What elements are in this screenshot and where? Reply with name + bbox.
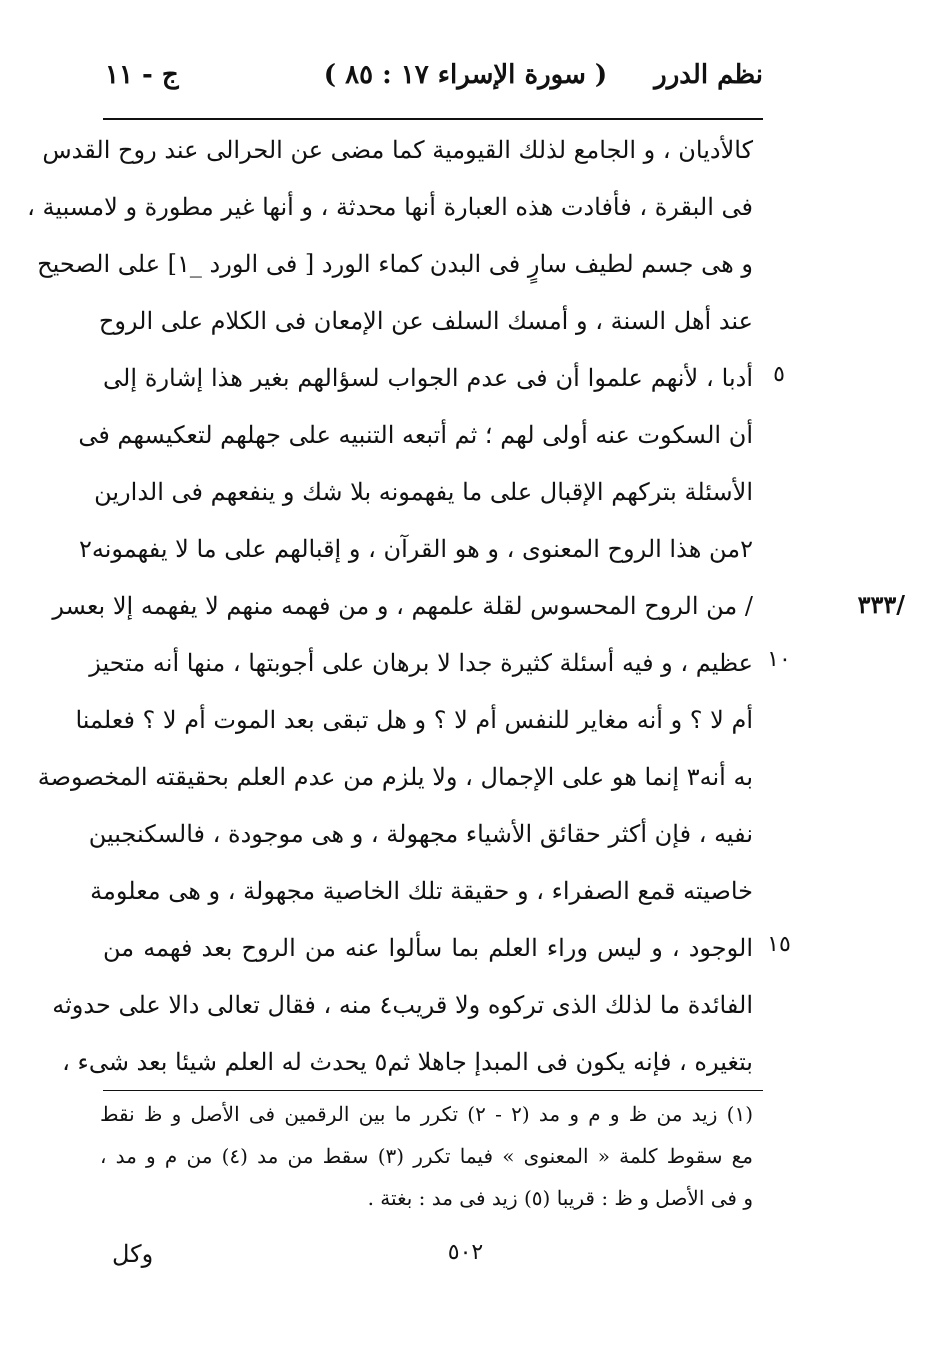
text-line: عظيم ، و فيه أسئلة كثيرة جدا لا برهان على أجوبتها ، منها أنه متحيز <box>89 649 753 677</box>
text-line: الوجود ، و ليس وراء العلم بما سألوا عنه من الروح بعد فهمه من <box>103 934 754 962</box>
text-line: أدبا ، لأنهم علموا أن فى عدم الجواب لسؤالهم بغير هذا إشارة إلى <box>103 364 753 392</box>
footnote-rule <box>103 1090 763 1091</box>
text-line: الفائدة ما لذلك الذى تركوه ولا قريب٤ منه ، فقال تعالى دالا على حدوثه <box>52 991 753 1019</box>
text-line: ٢من هذا الروح المعنوى ، و هو القرآن ، و إقبالهم على ما لا يفهمونه٢ <box>78 535 753 563</box>
text-line: أن السكوت عنه أولى لهم ؛ ثم أتبعه التنبيه على جهلهم لتعكيسهم فى <box>78 421 753 449</box>
footnote-line: و فى الأصل و ظ : قريبا (٥) زيد فى مد : بغتة . <box>367 1186 753 1210</box>
text-line: الأسئلة بتركهم الإقبال على ما يفهمونه بلا شك و ينفعهم فى الدارين <box>94 478 753 506</box>
text-line: خاصيته قمع الصفراء ، و حقيقة تلك الخاصية مجهولة ، و هى معلومة <box>90 877 753 905</box>
footnote-line: مع سقوط كلمة « المعنوى » فيما تكرر (٣) سقط من مد (٤) من م و مد ، <box>100 1144 754 1168</box>
text-line: أم لا ؟ و أنه مغاير للنفس أم لا ؟ و هل تبقى بعد الموت أم لا ؟ فعلمنا <box>75 706 753 734</box>
text-line: به أنه٣ إنما هو على الإجمال ، ولا يلزم من عدم العلم بحقيقته المخصوصة <box>37 763 753 791</box>
text-line: كالأديان ، و الجامع لذلك القيومية كما مضى عن الحرالى عند روح القدس <box>42 136 753 164</box>
margin-manuscript-folio: /٣٣٣ <box>857 590 905 619</box>
footnote-line: (١) زيد من ظ و م و مد (٢ - ٢) تكرر ما بين الرقمين فى الأصل و ظ نقط <box>100 1102 754 1126</box>
text-line: نفيه ، فإن أكثر حقائق الأشياء مجهولة ، و هى موجودة ، فالسكنجبين <box>88 820 753 848</box>
header-rule <box>103 118 763 120</box>
catchword: وكل <box>112 1240 154 1268</box>
line-number-15: ١٥ <box>767 932 791 957</box>
text-line: عند أهل السنة ، و أمسك السلف عن الإمعان فى الكلام على الروح <box>98 307 753 335</box>
page-number: ٥٠٢ <box>447 1240 484 1265</box>
text-line: بتغيره ، فإنه يكون فى المبدإ جاهلا ثم٥ يحدث له العلم شيئا بعد شىء ، <box>62 1048 753 1076</box>
surah-reference: ( سورة الإسراء ١٧ : ٨٥ ) <box>323 60 608 90</box>
text-line: فى البقرة ، فأفادت هذه العبارة أنها محدثة ، و أنها غير مطورة و لامسبية ، <box>27 193 753 221</box>
line-number-10: ١٠ <box>767 647 791 672</box>
text-line: / من الروح المحسوس لقلة علمهم ، و من فهمه منهم لا يفهمه إلا بعسر <box>52 592 753 620</box>
volume-number: ج - ١١ <box>105 60 179 90</box>
book-title: نظم الدرر <box>654 60 763 90</box>
line-number-5: ٥ <box>773 362 785 387</box>
text-line: و هى جسم لطيف سارٍ فى البدن كماء الورد [ فى الورد _١] على الصحيح <box>37 250 753 278</box>
